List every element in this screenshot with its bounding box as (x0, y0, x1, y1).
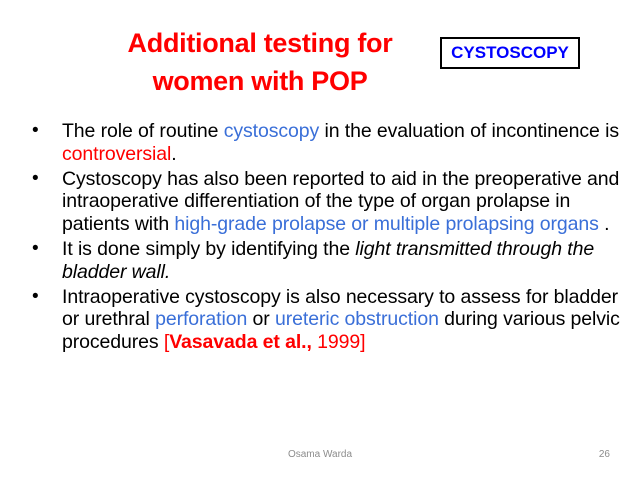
slide-title (70, 24, 450, 100)
bullet-text-segment: Intraoperative cystoscopy is also necessary to assess for bladder or urethral (62, 285, 619, 331)
bullet-dot-icon: • (32, 167, 39, 189)
bullet-text-segment: Vasavada et al., (169, 331, 312, 354)
bullet-item (28, 168, 623, 236)
bullet-dot-icon: • (32, 120, 39, 141)
bullet-text-segment: cystoscopy (223, 120, 320, 142)
bullet-item (28, 120, 623, 166)
bullet-dot-icon: • (32, 285, 39, 307)
bullet-item (28, 286, 623, 354)
bullet-text-segment: or (247, 308, 275, 331)
bullet-text-segment: in the evaluation of incontinence is (319, 120, 619, 142)
slide-title-line-1: Additional testing for (127, 28, 393, 58)
bullet-text-segment: perforation (155, 308, 248, 331)
bullet-text-segment: 1999] (311, 331, 366, 354)
bullet-item (28, 238, 623, 284)
bullet-list (28, 120, 623, 356)
bullet-text-segment: during various pelvic procedures (62, 308, 620, 354)
bullet-text-segment: controversial (62, 142, 172, 165)
slide-title-line-2: women with POP (152, 66, 368, 96)
bullet-text-segment: high-grade prolapse or multiple prolapsing organs (174, 213, 599, 236)
bullet-text-segment: [ (163, 331, 170, 354)
bullet-text-segment: light transmitted through the bladder wall. (62, 237, 595, 283)
bullet-text-segment: . (598, 213, 610, 236)
footer-author: Osama Warda (287, 449, 353, 460)
bullet-dot-icon: • (32, 237, 39, 259)
bullet-text-segment: The role of routine (62, 120, 224, 142)
bullet-text-segment: Cystoscopy has also been reported to aid in the preoperative and intraoperative differentiation of the type of organ prolapse in patients with (62, 167, 620, 236)
bullet-text-segment: It is done simply by identifying the (62, 237, 356, 260)
page-number: 26 (598, 449, 610, 460)
bullet-text-segment: . (171, 142, 177, 165)
bullet-text-segment: ureteric obstruction (275, 308, 439, 331)
cystoscopy-tag-box: CYSTOSCOPY (440, 37, 580, 69)
